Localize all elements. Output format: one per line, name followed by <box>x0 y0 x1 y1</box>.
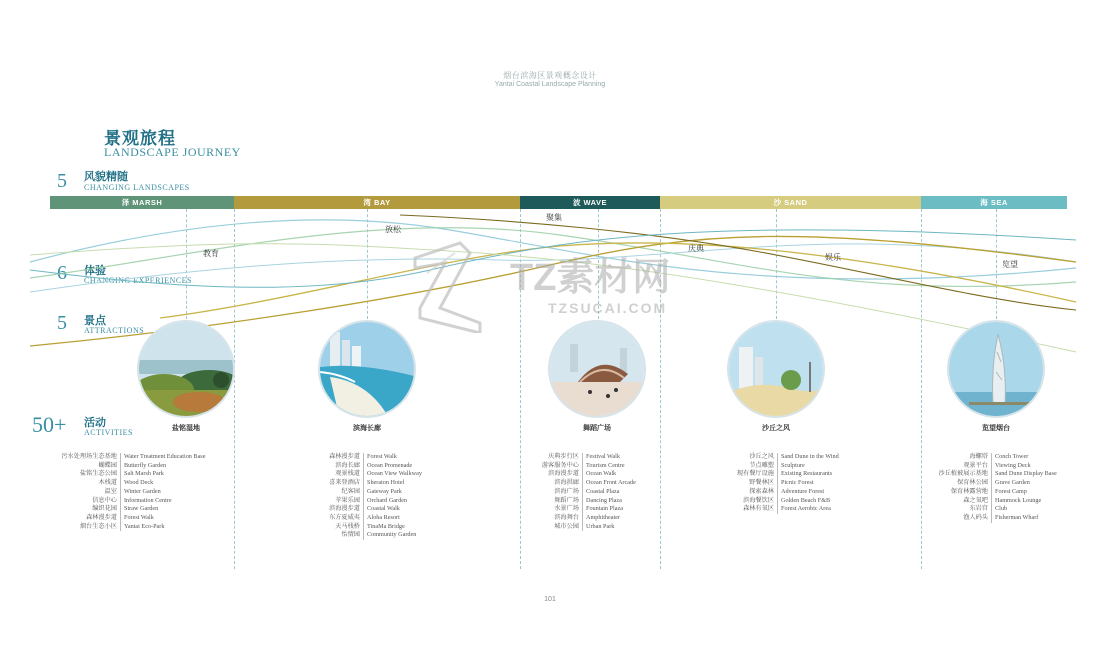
activity-item: 观景栈道 <box>335 470 360 478</box>
experience-label: 教育 <box>203 249 219 258</box>
landscapes-count: 5 <box>57 170 67 192</box>
activity-item: 水景广场 <box>554 505 579 513</box>
experience-label: 娱乐 <box>825 253 841 262</box>
attraction-label: 滨海长廊 <box>353 425 381 432</box>
activity-item: Existing Restaurants <box>781 470 833 478</box>
activity-item: Forest Aerobic Area <box>781 505 831 513</box>
activity-item: Community Garden <box>367 531 417 539</box>
activity-item: Hammock Lounge <box>995 496 1042 504</box>
activity-list-cn <box>292 453 364 540</box>
activity-item: 滨海舞台 <box>554 513 579 521</box>
activity-item: Forest Walk <box>367 453 397 460</box>
landscapes-title-cn: 风貌精随 <box>84 171 128 183</box>
activity-list-cn <box>700 453 778 514</box>
activity-list-en <box>364 453 477 540</box>
activity-item: 滨海漫步道 <box>548 470 579 478</box>
activity-item: 保育林露营地 <box>950 487 988 495</box>
watermark-url: TZSUCAI.COM <box>548 300 668 316</box>
activity-list-cn <box>913 453 992 523</box>
activity-item: 舞蹈广场 <box>554 496 579 504</box>
activity-item: 森林漫步道 <box>329 453 360 460</box>
landscape-bar-marsh <box>50 196 234 209</box>
landscape-bar-sea <box>921 196 1067 209</box>
bar-label: 湾 BAY <box>363 198 391 207</box>
activity-item: 烟台生态小区 <box>79 522 117 530</box>
activity-item: 沙丘植被展示基地 <box>938 470 988 478</box>
landscape-bar-bay <box>234 196 520 209</box>
activity-item: 海螺塔 <box>969 453 988 460</box>
activity-item: 森林漫步道 <box>86 513 117 521</box>
activity-item: 观景平台 <box>963 461 988 469</box>
activity-item: Butterfly Garden <box>124 461 167 469</box>
activity-list-en <box>778 453 901 514</box>
activity-item: 纪客园 <box>341 487 360 495</box>
activity-item: 城市公园 <box>554 522 579 530</box>
activity-item: 苹果乐园 <box>335 496 360 504</box>
activity-item: 天马栈桥 <box>335 522 360 530</box>
experience-label: 放松 <box>385 225 401 234</box>
activity-item: Water Treatment Education Base <box>124 453 206 460</box>
attraction-photo-bay <box>318 320 416 418</box>
activity-item: Ocean Walk <box>586 470 617 478</box>
activity-item: 信息中心 <box>92 496 117 504</box>
activity-item: Festival Walk <box>586 453 620 460</box>
activity-item: Dancing Plaza <box>586 496 622 504</box>
experience-label: 览望 <box>1002 260 1018 269</box>
page-number: 101 <box>544 596 556 603</box>
activity-item: Coastal Walk <box>367 505 400 513</box>
activity-item: 蝴蝶园 <box>98 461 117 469</box>
activity-item: Tourism Centre <box>586 461 625 469</box>
activity-item: 温室 <box>104 487 117 495</box>
activity-item: Sculpture <box>781 461 805 469</box>
activity-item: 庆典步行区 <box>548 453 579 460</box>
activity-item: 滨海餐饮区 <box>743 496 774 504</box>
activity-item: Coastal Plaza <box>586 487 620 495</box>
experience-label: 聚集 <box>546 213 562 222</box>
attractions-title-en: ATTRACTIONS <box>84 326 145 335</box>
activity-item: 滨海拱廊 <box>554 479 579 487</box>
landscape-bar-sand <box>660 196 921 209</box>
activity-item: Sand Dune Display Base <box>995 470 1057 478</box>
activity-item: Straw Garden <box>124 505 159 513</box>
activity-item: Amphitheater <box>586 513 621 521</box>
activity-item: Ocean View Walkway <box>367 470 422 478</box>
main-title-cn: 景观旅程 <box>104 129 176 148</box>
activity-item: Conch Tower <box>995 453 1029 460</box>
activity-item: Sand Dune in the Wind <box>781 453 839 460</box>
activity-list-cn <box>516 453 583 531</box>
header-title-en: Yantai Coastal Landscape Planning <box>494 81 606 88</box>
activity-item: 沙丘之风 <box>749 453 774 460</box>
activity-item: Forest Walk <box>124 513 154 521</box>
activity-item: Salt Marsh Park <box>124 470 164 478</box>
activity-item: Fisherman Wharf <box>995 513 1039 521</box>
activity-item: 森林有氧区 <box>743 505 774 513</box>
activity-item: Ocean Promenade <box>367 461 413 469</box>
landscapes-title-en: CHANGING LANDSCAPES <box>84 183 190 192</box>
activity-item: 滨海漫步道 <box>329 505 360 513</box>
activity-item: 污水处理场生态基地 <box>61 453 117 460</box>
activity-item: 怡情园 <box>341 531 360 539</box>
activity-item: Wood Deck <box>124 479 154 487</box>
bar-label: 泽 MARSH <box>121 198 163 207</box>
activity-item: 探索森林 <box>749 487 774 495</box>
activity-item: 编织花园 <box>92 505 117 513</box>
activity-list-cn <box>20 453 121 531</box>
header-title-cn: 烟台滨海区景观概念设计 <box>503 71 597 80</box>
experiences-title-en: CHANGING EXPERIENCES <box>84 276 192 285</box>
attraction-label: 沙丘之风 <box>762 425 790 432</box>
attraction-photo-wave <box>548 320 646 418</box>
bar-label: 波 WAVE <box>572 198 608 207</box>
activity-item: 木栈道 <box>98 479 117 487</box>
activities-count: 50+ <box>32 412 67 437</box>
activity-item: TinaMa Bridge <box>367 522 405 530</box>
activity-item: 滨海广场 <box>554 487 579 495</box>
activity-item: Ocean Front Arcade <box>586 479 636 487</box>
activity-item: 野餐林区 <box>749 479 774 487</box>
activity-item: 东岩宫 <box>969 505 988 513</box>
attraction-label: 舞蹈广场 <box>583 425 611 432</box>
activity-item: Golden Beach F&B <box>781 496 831 504</box>
activity-item: Orchard Garden <box>367 496 408 504</box>
activity-list-en <box>583 453 696 531</box>
activity-item: Grave Garden <box>995 479 1030 487</box>
landscape-bar-wave <box>520 196 660 209</box>
activity-item: Sheraton Hotel <box>367 479 405 487</box>
activity-list-en <box>121 453 244 531</box>
activity-item: Picnic Forest <box>781 479 814 487</box>
activities-title-en: ACTIVITIES <box>84 428 133 437</box>
activity-item: 现有餐厅设施 <box>736 470 774 478</box>
attractions-title-cn: 景点 <box>84 315 106 327</box>
activity-list-en <box>992 453 1095 523</box>
activity-item: Adventure Forest <box>781 487 825 495</box>
main-title-en: LANDSCAPE JOURNEY <box>104 145 241 159</box>
attraction-photo-sea <box>947 320 1045 418</box>
activity-item: Information Centre <box>124 496 172 504</box>
activity-item: 东方夏威夷 <box>329 513 360 521</box>
activity-item: Aloha Resort <box>367 513 400 521</box>
activity-item: 喜来登酒店 <box>329 479 360 487</box>
activity-item: Gateway Park <box>367 487 402 495</box>
attractions-count: 5 <box>57 312 67 334</box>
activity-item: Club <box>995 505 1008 513</box>
activity-item: 节点雕塑 <box>749 461 774 469</box>
activity-item: Fountain Plaza <box>586 505 623 513</box>
activity-item: Forest Camp <box>995 487 1027 495</box>
bar-label: 海 SEA <box>980 198 1008 207</box>
activity-item: 游客服务中心 <box>541 461 579 469</box>
watermark-text: TZ素材网 <box>510 257 671 299</box>
attraction-photo-sand <box>727 320 825 418</box>
activity-item: 渔人码头 <box>963 513 988 521</box>
experience-label: 庆典 <box>688 244 704 253</box>
experiences-count: 6 <box>57 262 67 284</box>
attraction-label: 览望烟台 <box>982 425 1010 432</box>
activity-item: Yantai Eco-Park <box>124 522 165 530</box>
activity-item: 盐铭生态公园 <box>79 470 117 478</box>
activity-item: 滨海长廊 <box>335 461 360 469</box>
experiences-title-cn: 体验 <box>84 265 106 277</box>
attraction-label: 盐铭湿地 <box>172 425 200 432</box>
activities-title-cn: 活动 <box>84 417 106 429</box>
activity-item: 保育林公园 <box>957 479 988 487</box>
watermark-logo-icon <box>405 238 500 333</box>
bar-label: 沙 SAND <box>773 198 808 207</box>
attraction-photo-marsh <box>137 320 235 418</box>
activity-item: Viewing Deck <box>995 461 1031 469</box>
activity-item: Winter Garden <box>124 487 161 495</box>
activity-item: 森之氧吧 <box>963 496 988 504</box>
activity-item: Urban Park <box>586 522 615 530</box>
